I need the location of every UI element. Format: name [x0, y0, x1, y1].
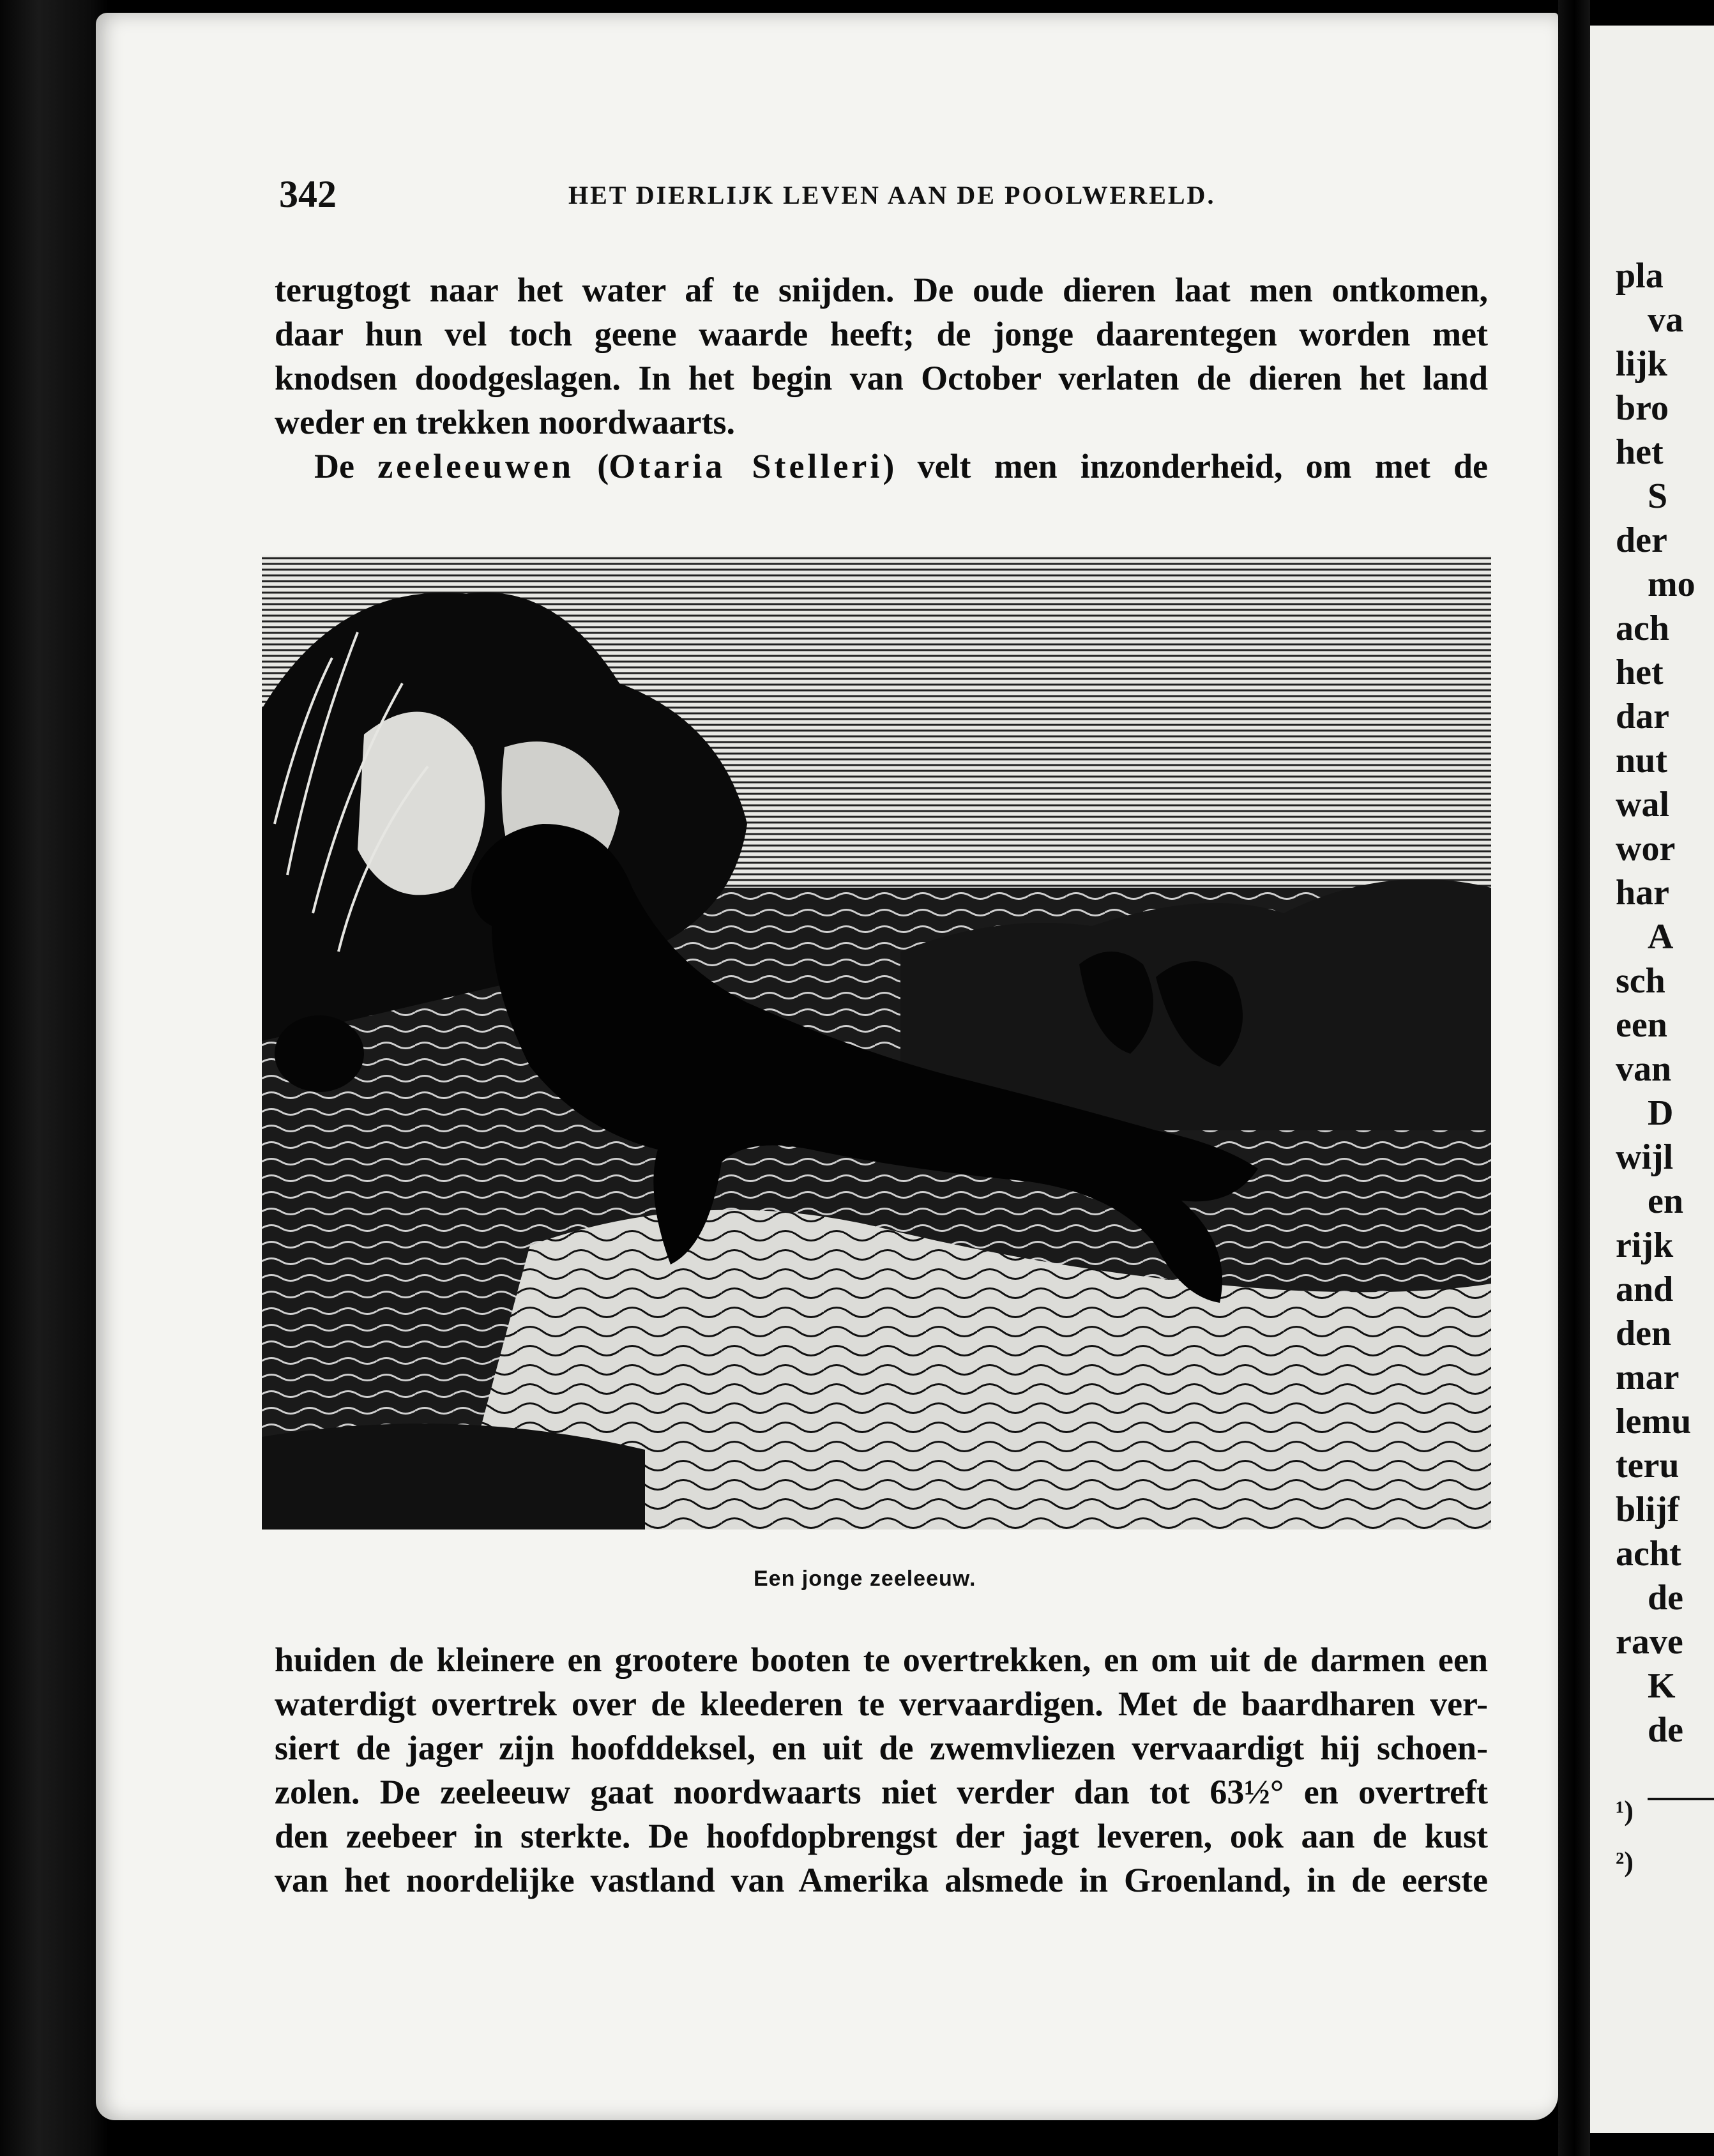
facing-page-fragment: nut: [1616, 741, 1667, 780]
engraving-illustration: [262, 556, 1491, 1530]
latin-name: Otaria Stelleri: [609, 447, 883, 485]
text-line: waterdigt overtrek over de kleederen te vervaardigen. Met de baardharen ver-: [275, 1685, 1488, 1723]
facing-page-fragment: har: [1616, 873, 1669, 913]
facing-page-fragment: het: [1616, 653, 1664, 692]
text-fragment: ) velt men inzonderheid, om met de: [883, 447, 1489, 485]
facing-page-fragment: D: [1648, 1093, 1674, 1133]
text-line: daar hun vel toch geene waarde heeft; de jonge daarentegen worden met: [275, 315, 1488, 353]
facing-page-fragment: wor: [1616, 829, 1676, 869]
paragraph-top: [275, 268, 1488, 489]
facing-page-fragment: dar: [1616, 697, 1669, 736]
figure-caption: Een jonge zeeleeuw.: [754, 1567, 976, 1591]
text-line-sea-lions: [275, 444, 1488, 489]
facing-page-fragment: een: [1616, 1005, 1667, 1045]
running-title: HET DIERLIJK LEVEN AAN DE POOLWERELD.: [568, 181, 1216, 209]
facing-page-fragment: A: [1648, 917, 1674, 957]
facing-page-fragment: den: [1616, 1314, 1672, 1353]
facing-page-fragment: wijl: [1616, 1137, 1674, 1177]
facing-page: [1590, 26, 1714, 2133]
text-line: den zeebeer in sterkte. De hoofdopbrengst der jagt leveren, ook aan de kust: [275, 1817, 1488, 1855]
facing-page-fragment: het: [1616, 432, 1664, 472]
facing-page-fragment: rave: [1616, 1622, 1683, 1662]
facing-page-fragment: teru: [1616, 1446, 1680, 1485]
page-number: 342: [279, 173, 337, 215]
facing-page-fragment: der: [1616, 520, 1667, 560]
facing-page-fragment: en: [1648, 1181, 1683, 1221]
text-line: zolen. De zeeleeuw gaat noordwaarts niet verder dan tot 63½° en overtreft: [275, 1773, 1488, 1811]
facing-page-fragment: de: [1648, 1710, 1683, 1750]
spaced-term: zeeleeuwen: [377, 447, 575, 485]
facing-page-fragment: sch: [1616, 961, 1665, 1001]
paragraph-bottom: [275, 1638, 1488, 1902]
facing-page-fragment: blijf: [1616, 1490, 1680, 1530]
facing-page-fragment: pla: [1616, 256, 1664, 296]
footnote-rule: [1648, 1798, 1714, 1800]
facing-page-fragment: ¹): [1616, 1795, 1634, 1826]
text-line: huiden de kleinere en grootere booten te overtrekken, en om uit de darmen een: [275, 1641, 1488, 1679]
text-line: weder en trekken noordwaarts.: [275, 403, 735, 441]
facing-page-fragment: and: [1616, 1270, 1674, 1309]
facing-page-fragment: wal: [1616, 785, 1669, 824]
text-line: terugtogt naar het water af te snijden. De oude dieren laat men ontkomen,: [275, 271, 1488, 309]
facing-page-fragment: mo: [1648, 565, 1695, 604]
facing-page-fragment: K: [1648, 1666, 1676, 1706]
text-fragment: (: [574, 447, 609, 485]
facing-page-fragment: van: [1616, 1049, 1672, 1089]
facing-page-fragment: lemu: [1616, 1402, 1692, 1441]
facing-page-fragment: lijk: [1616, 344, 1667, 384]
facing-page-fragment: ²): [1616, 1846, 1634, 1878]
facing-page-fragment: acht: [1616, 1534, 1681, 1574]
text-line: siert de jager zijn hoofddeksel, en uit de zwemvliezen vervaardigt hij schoen-: [275, 1729, 1488, 1767]
facing-page-fragment: ach: [1616, 609, 1669, 648]
facing-page-fragment: bro: [1616, 388, 1669, 428]
book-gutter: [1558, 0, 1590, 2156]
facing-page-fragment: rijk: [1616, 1226, 1674, 1265]
facing-page-fragment: mar: [1616, 1358, 1680, 1397]
engraving-sea-lion: [262, 556, 1491, 1530]
facing-page-fragment: de: [1648, 1578, 1683, 1618]
text-fragment: De: [314, 447, 378, 485]
facing-page-fragment: S: [1648, 476, 1668, 516]
text-line: van het noordelijke vastland van Amerika alsmede in Groenland, in de eerste: [275, 1861, 1488, 1899]
facing-page-fragment: va: [1648, 300, 1683, 340]
text-line: knodsen doodgeslagen. In het begin van October verlaten de dieren het land: [275, 359, 1488, 397]
